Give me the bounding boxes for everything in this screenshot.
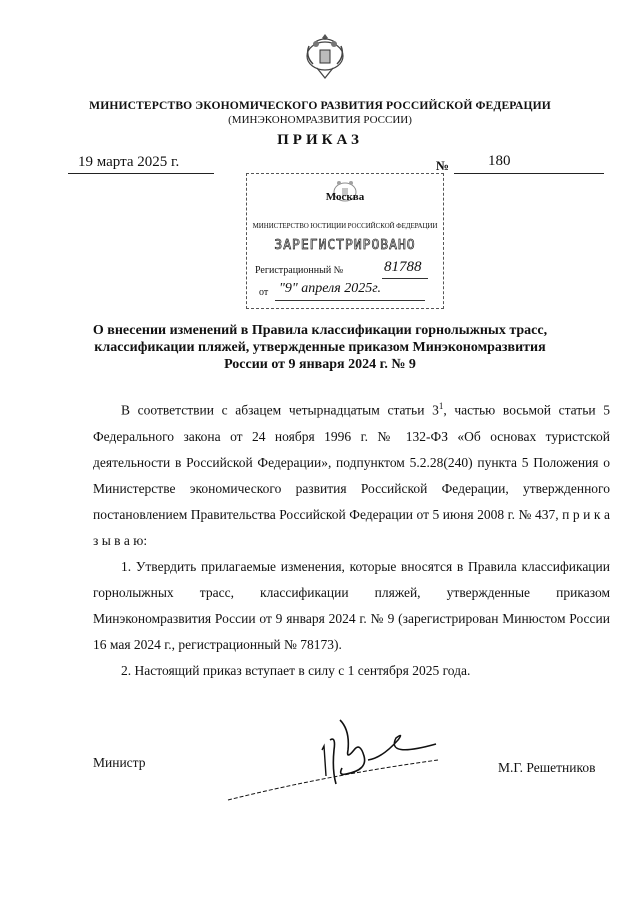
preamble-text-end: , частью восьмой статьи 5 Федерального закона от 24 ноября 1996 г. № 132-ФЗ «Об основах туристской деятельности в Российской Федерации», подпунктом 5.2.28(240) пункта 5 Положения о Министерстве экономического развития Российской Федерации, утвержденного постановлением Правительства Российской Федерации от 5 июня 2008 г. № 437, п р и к а з ы в а ю: — [93, 402, 610, 548]
stamp-date-underline — [275, 300, 425, 301]
stamp-ministry: МИНИСТЕРСТВО ЮСТИЦИИ РОССИЙСКОЙ ФЕДЕРАЦИИ — [252, 222, 438, 230]
stamp-from-label: от — [259, 287, 269, 298]
signatory-title: Министр — [93, 755, 146, 770]
ministry-name: МИНИСТЕРСТВО ЭКОНОМИЧЕСКОГО РАЗВИТИЯ РОССИЙСКОЙ ФЕДЕРАЦИИ — [89, 99, 551, 112]
paragraph-preamble — [93, 393, 610, 554]
stamp-reg-number: 81788 — [384, 259, 422, 275]
stamp-reg-label: Регистрационный № — [255, 265, 344, 276]
preamble-superscript: 1 — [438, 401, 444, 411]
order-date: 19 марта 2025 г. — [78, 154, 180, 170]
stamp-reg-underline — [382, 278, 428, 279]
order-number: 180 — [488, 153, 511, 169]
number-underline — [454, 173, 604, 174]
handwritten-signature — [218, 700, 448, 810]
coat-of-arms-emblem — [303, 30, 347, 82]
stamp-reg-date: "9" апреля 2025г. — [279, 281, 382, 296]
signatory-name: М.Г. Решетников — [498, 760, 596, 775]
stamp-registered: ЗАРЕГИСТРИРОВАНО — [274, 238, 416, 253]
order-number-sign: № — [436, 158, 450, 173]
ministry-short-name: (МИНЭКОНОМРАЗВИТИЯ РОССИИ) — [228, 114, 412, 126]
document-heading: О внесении изменений в Правила классификации горнолыжных трасс, классификации пляжей, утвержденные приказом Минэкономразвития России от 9 января 2024 г. № 9 — [92, 323, 548, 372]
preamble-text-start: В соответствии с абзацем четырнадцатым статьи 3 — [121, 402, 439, 418]
stamp-city: Москва — [325, 191, 365, 203]
document-body — [93, 393, 610, 684]
order-title: ПРИКАЗ — [277, 132, 363, 148]
date-underline — [68, 173, 214, 174]
paragraph-item-2: 2. Настоящий приказ вступает в силу с 1 сентября 2025 года. — [121, 662, 471, 678]
paragraph-item-1: 1. Утвердить прилагаемые изменения, которые вносятся в Правила классификации горнолыжных трасс, классификации пляжей, утвержденные приказом Минэкономразвития России от 9 января 2024 г. № 9 (зарегистрирован Минюстом России 16 мая 2024 г., регистрационный № 78173). — [93, 558, 610, 652]
registration-stamp — [246, 173, 444, 309]
